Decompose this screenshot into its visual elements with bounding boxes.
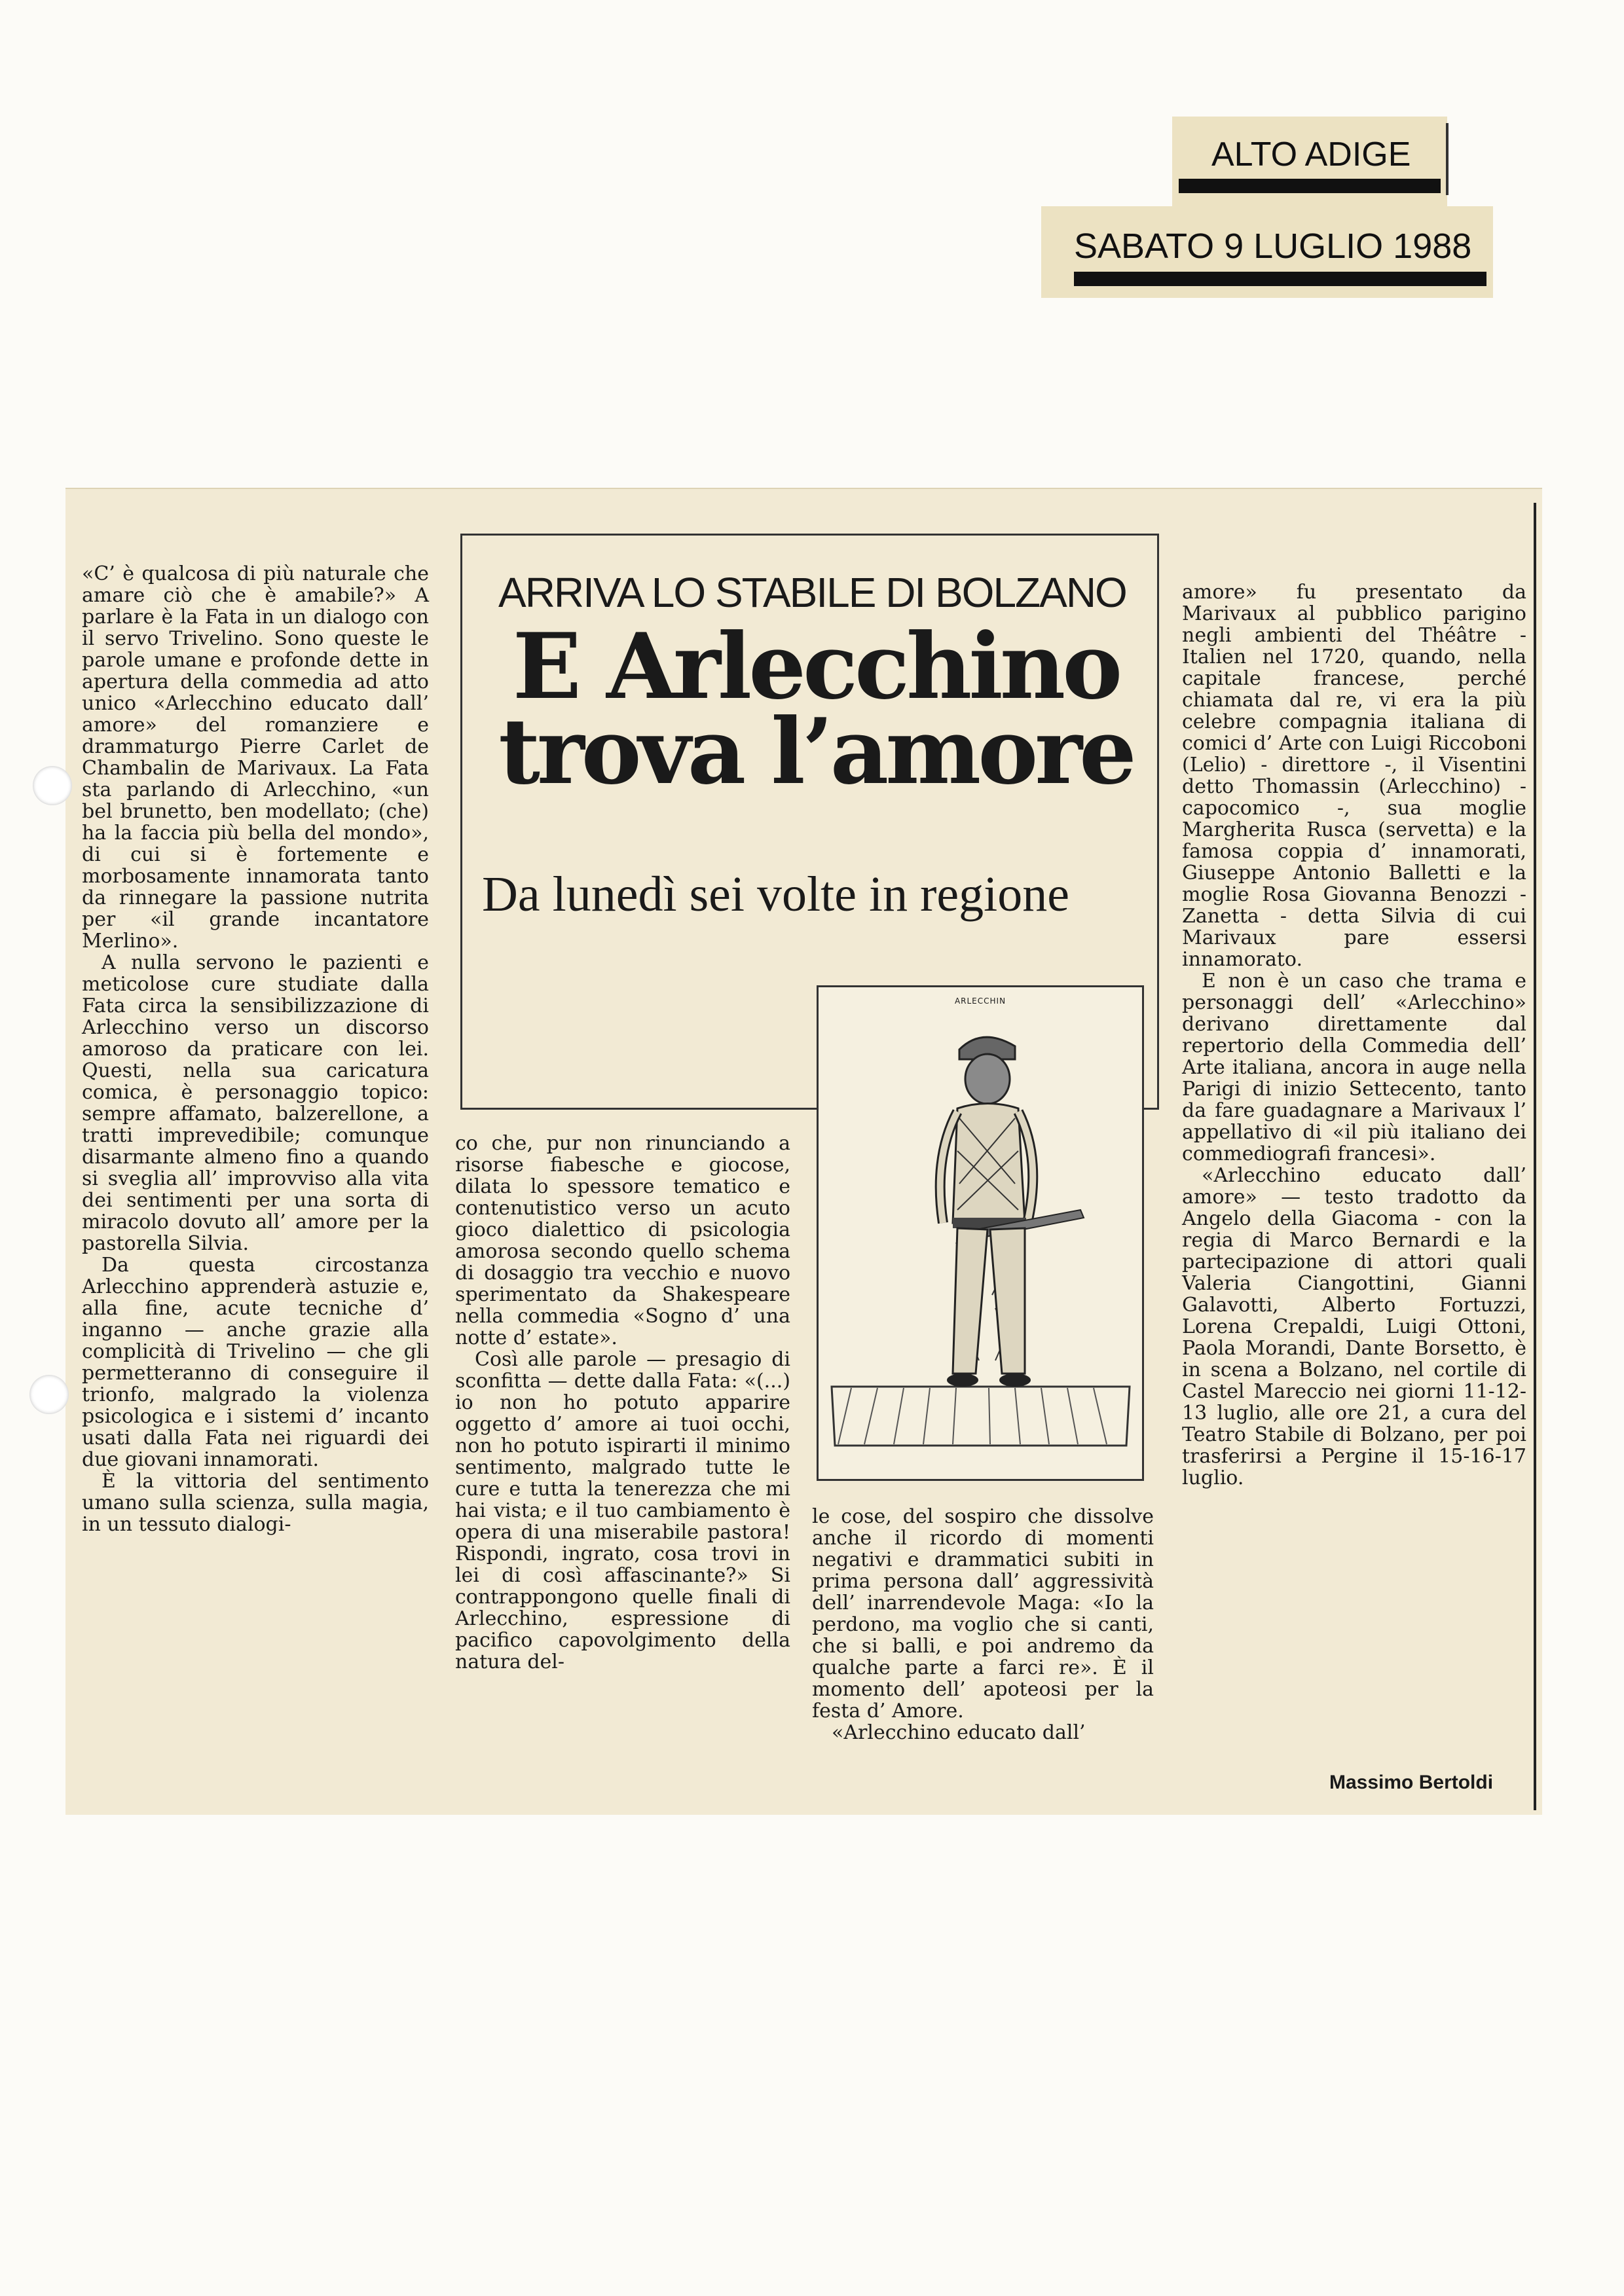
- paragraph: E non è un caso che trama e personaggi dell’ «Arlecchino» derivano direttamente dal repertorio della Commedia dell’ Arte italiana, ancora in auge nella Parigi di inizio Settecento, tanto da fare guadagnare a Marivaux l’ appellativo di «il più italiano dei commediografi francesi».: [1182, 970, 1526, 1165]
- paragraph: amore» fu presentato da Marivaux al pubblico parigino negli ambienti del Théâtre - Italien nel 1720, quando, nella capitale francese, perché chiamata dal re, vi era la più celebre compagnia italiana di comici d’ Arte con Luigi Riccoboni (Lelio) - direttore -, il Visentini detto Thomassin (Arlecchino) - capocomico -, sua moglie Margherita Rusca (servetta) e la famosa coppia d’ innamorati, Giuseppe Antonio Balletti e la moglie Rosa Giovanna Benozzi - Zanetta - detta Silvia di cui Marivaux pare essersi innamorato.: [1182, 581, 1526, 971]
- label-underline: [1179, 179, 1441, 193]
- paragraph: «Arlecchino educato dall’ amore» — testo tradotto da Angelo della Giacoma - con la regia di Marco Bernardi e la partecipazione di attori quali Valeria Ciangottini, Gianni Galavotti, Alberto Fortuzzi, Lorena Crepaldi, Luigi Ottoni, Paola Morandi, Dante Borsetto, è in scena a Bolzano, nel cortile di Castel Mareccio nei giorni 11-12-13 luglio, alle ore 21, a cura del Teatro Stabile di Bolzano, per poi trasferirsi a Pergine il 15-16-17 luglio.: [1182, 1164, 1526, 1489]
- paragraph: Da questa circostanza Arlecchino apprenderà astuzie e, alla fine, acute tecniche d’ inganno — anche grazie alla complicità di Trivelino — che gli permetteranno di conseguire il trionfo, malgrado la violenza psicologica e i sistemi d’ incanto usati dalla Fata nei riguardi dei due giovani innamorati.: [82, 1254, 429, 1471]
- title-line-1: E Arlecchino: [512, 613, 1120, 720]
- punch-hole: [33, 766, 72, 805]
- paragraph: «Arlecchino educato dall’: [832, 1721, 1086, 1744]
- paragraph: È la vittoria del sentimento umano sulla scienza, sulla magia, in un tessuto dialogi-: [82, 1470, 429, 1536]
- harlequin-drawing: [819, 987, 1142, 1479]
- paragraph: co che, pur non rinunciando a risorse fiabesche e giocose, dilata lo spessore tematico e contenutistico verso un acuto gioco dialettico di psicologia amorosa secondo quello schema di dosaggio tra vecchio e nuovo sperimentato da Shakespeare nella commedia «Sogno d’ una notte d’ estate».: [455, 1132, 790, 1349]
- article-column-2: [455, 1133, 790, 1673]
- newspaper-name: ALTO ADIGE: [1211, 136, 1411, 173]
- article-subtitle: Da lunedì sei volte in regione: [482, 867, 1069, 922]
- paragraph: Così alle parole — presagio di sconfitta — dette dalla Fata: «(...) io non ho potuto apparire oggetto d’ amore ai tuoi occhi, non ho potuto ispirarti il minimo sentimento, malgrado tutte le cure e tutta la tenerezza che mi hai vista; e il tuo cambiamento è opera di una miserabile pastora! Rispondi, ingrato, cosa trovi in lei di così affascinante?» Si contrappongono quelle finali di Arlecchino, espressione di pacifico capovolgimento della natura del-: [455, 1348, 790, 1673]
- illustration-caption: ARLECCHIN: [954, 996, 1006, 1006]
- date-underline: [1074, 272, 1486, 286]
- punch-hole: [29, 1375, 69, 1414]
- label-rule: [1446, 123, 1449, 195]
- paragraph: le cose, del sospiro che dissolve anche il ricordo di momenti negativi e drammatici subiti in prima persona dall’ aggressività dell’ inarrendevole Maga: «Io la perdono, ma voglio che si canti, che si balli, e poi andremo da qualche parte a farci re». È il momento dell’ apoteosi per la festa d’ Amore.: [812, 1505, 1154, 1722]
- paragraph: A nulla servono le pazienti e meticolose cure studiate dalla Fata circa la sensibilizzazione di Arlecchino verso un discorso amoroso da praticare con lei. Questi, nella sua caricatura comica, è personaggio topico: sempre affamato, balzerellone, a tratti imprevedibile; comunque disarmante almeno fino a quando si sveglia all’ improvviso alla vita dei sentimenti per una sorta di miracolo dovuto all’ amore per la pastorella Silvia.: [82, 951, 429, 1255]
- byline: Massimo Bertoldi: [1329, 1772, 1494, 1793]
- harlequin-illustration: [817, 985, 1144, 1481]
- article-column-3: [812, 1506, 1154, 1743]
- title-line-2: trova l’amore: [498, 698, 1134, 805]
- article-column-4: [1182, 581, 1526, 1489]
- article-title: [489, 613, 1143, 805]
- date-label: [1041, 206, 1493, 298]
- article-column-1: [82, 563, 429, 1535]
- publication-date: SABATO 9 LUGLIO 1988: [1074, 227, 1472, 266]
- paragraph: «C’ è qualcosa di più naturale che amare ciò che è amabile?» A parlare è la Fata in un dialogo con il servo Trivelino. Sono queste le parole umane e profonde dette in apertura della commedia ad atto unico «Arlecchino educato dall’ amore» del romanziere e drammaturgo Pierre Carlet de Chambalin de Marivaux. La Fata sta parlando di Arlecchino, «un bel brunetto, ben modellato; (che) ha la faccia più bella del mondo», di cui si è fortemente e morbosamente innamorata tanto da rinnegare la passione nutrita per «il grande incantatore Merlino».: [82, 562, 429, 953]
- kicker: ARRIVA LO STABILE DI BOLZANO: [498, 569, 1126, 616]
- column-rule: [1534, 503, 1536, 1810]
- newspaper-label: [1172, 117, 1447, 208]
